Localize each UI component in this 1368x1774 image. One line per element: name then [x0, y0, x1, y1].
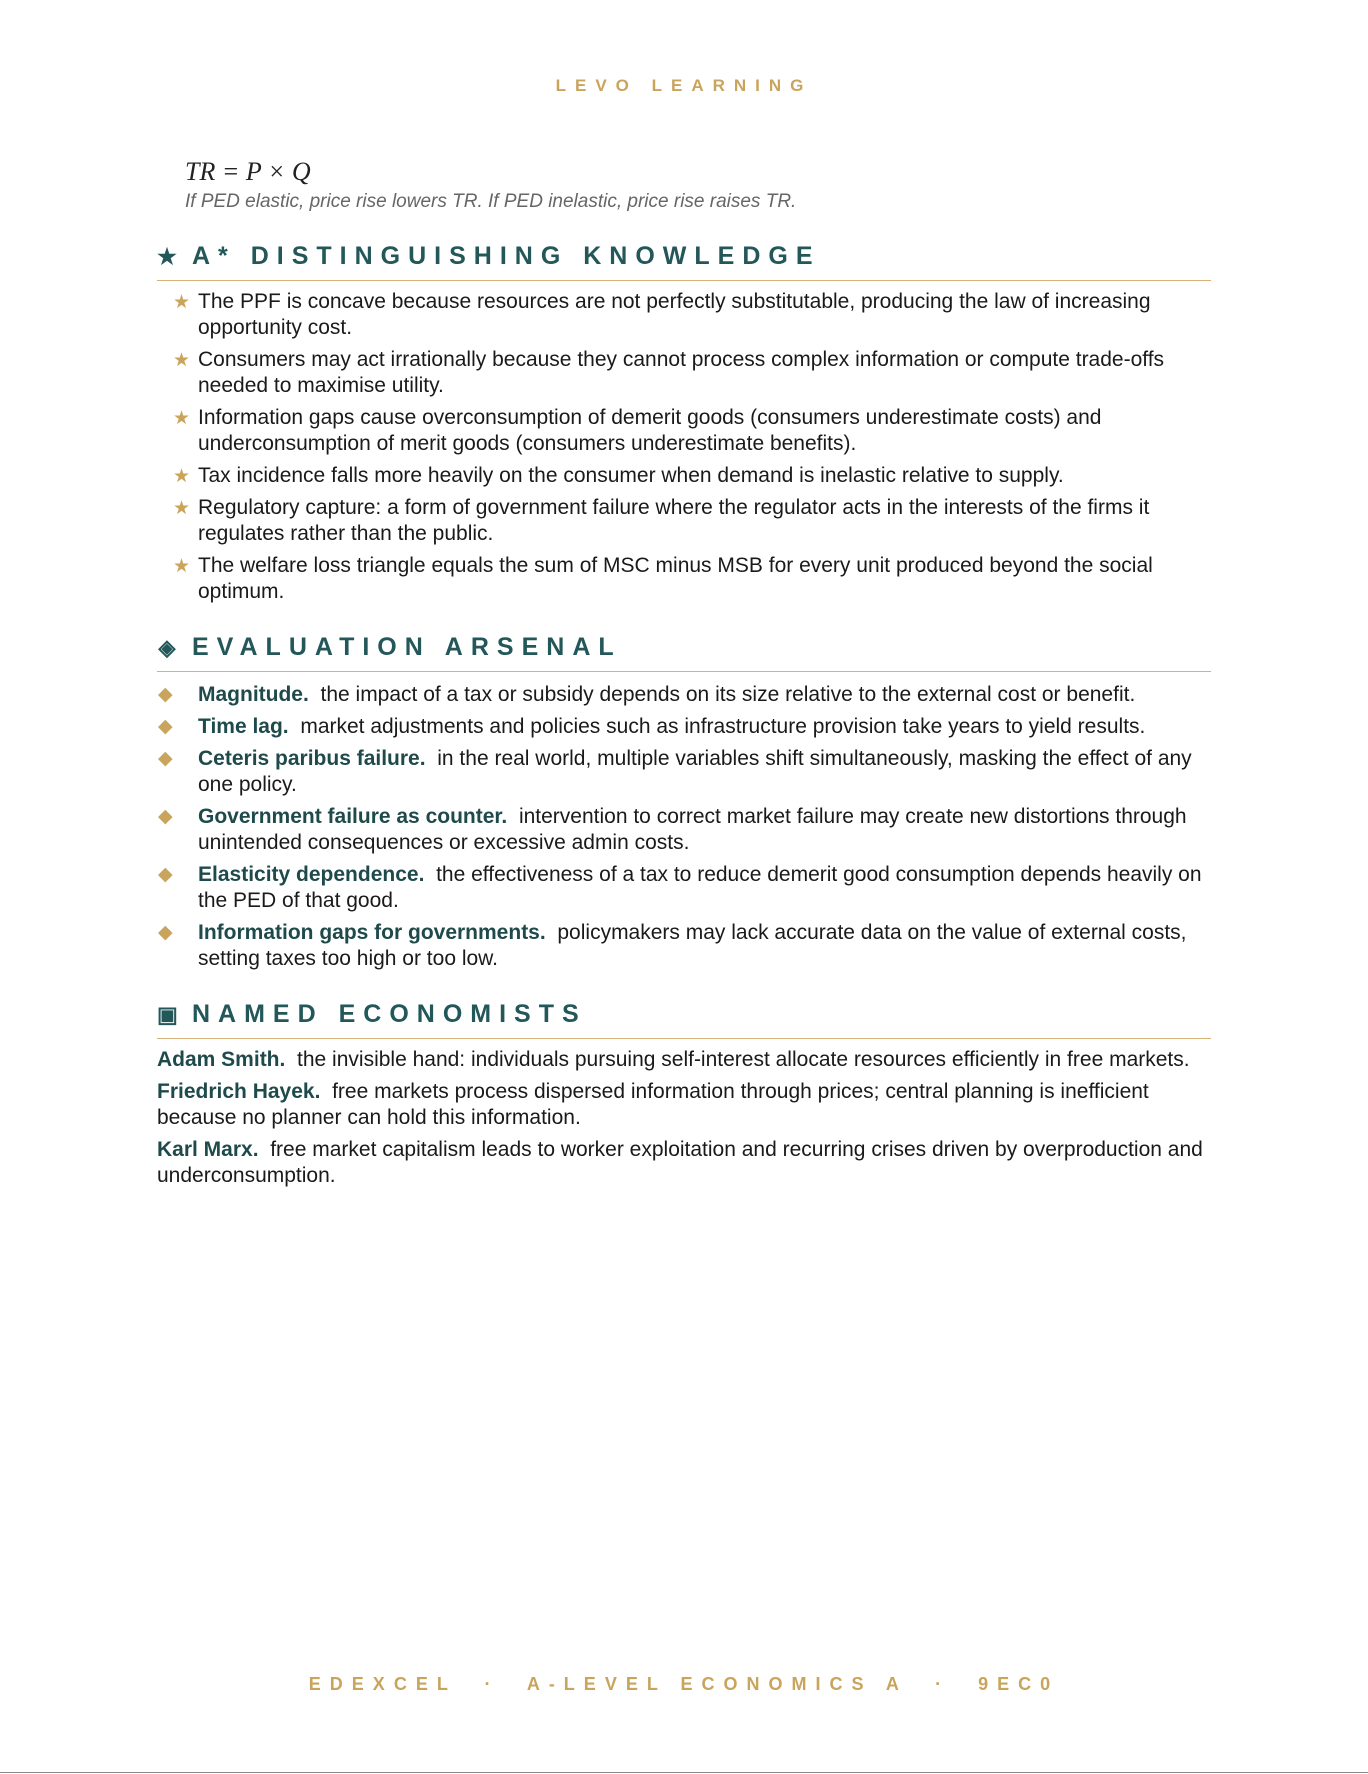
- diamond-icon: ◆: [158, 748, 173, 769]
- section-title: A* DISTINGUISHING KNOWLEDGE: [192, 242, 821, 270]
- term: Government failure as counter.: [198, 805, 508, 828]
- term: Magnitude.: [198, 683, 309, 706]
- star-icon: ★: [173, 498, 191, 519]
- star-icon: ★: [173, 292, 191, 313]
- term: Ceteris paribus failure.: [198, 747, 426, 770]
- diamond-icon: ◆: [158, 922, 173, 943]
- list-item: ★ Information gaps cause overconsumption of demerit goods (consumers underestimate costs) and underconsumption of merit goods (consumers underestimate benefits).: [173, 406, 1102, 455]
- list-item: ★ Consumers may act irrationally because they cannot process complex information or compute trade-offs needed to maximise utility.: [173, 348, 1165, 397]
- economist-entry: Friedrich Hayek. free markets process dispersed information through prices; central planning is inefficient because no planner can hold this information.: [157, 1080, 1149, 1129]
- list-item: ★ The PPF is concave because resources are not perfectly substitutable, producing the law of increasing opportunity cost.: [173, 290, 1151, 339]
- term: Elasticity dependence.: [198, 863, 425, 886]
- economist-name: Friedrich Hayek.: [157, 1080, 321, 1103]
- formula-block: [185, 156, 1211, 214]
- economist-name: Adam Smith.: [157, 1048, 286, 1071]
- section-heading: [157, 1000, 1211, 1039]
- economists-list: [157, 1047, 1211, 1189]
- evaluation-list: [157, 682, 1211, 972]
- list-item: ★ The welfare loss triangle equals the sum of MSC minus MSB for every unit produced beyond the social optimum.: [173, 554, 1153, 603]
- section-title: EVALUATION ARSENAL: [192, 633, 622, 661]
- section-evaluation-arsenal: [157, 633, 1211, 972]
- diamond-outline-icon: ◈: [158, 634, 176, 660]
- knowledge-list: [157, 289, 1211, 605]
- list-item: ◆ Government failure as counter. intervention to correct market failure may create new distortions through unintended consequences or excessive admin costs.: [158, 805, 1187, 854]
- economist-name: Karl Marx.: [157, 1138, 259, 1161]
- diamond-icon: ◆: [158, 864, 173, 885]
- square-icon: ▣: [157, 1001, 178, 1027]
- section-distinguishing-knowledge: [157, 242, 1211, 605]
- formula-note: If PED elastic, price rise lowers TR. If PED inelastic, price rise raises TR.: [185, 191, 797, 212]
- section-heading: [157, 633, 1211, 672]
- star-icon: ★: [173, 408, 191, 429]
- list-item: ◆ Elasticity dependence. the effectiveness of a tax to reduce demerit good consumption depends heavily on the PED of that good.: [158, 863, 1202, 912]
- term: Time lag.: [198, 715, 289, 738]
- page-footer: EDEXCEL · A-LEVEL ECONOMICS A · 9EC0: [308, 1674, 1060, 1694]
- formula-equation: TR = P × Q: [185, 157, 311, 186]
- star-icon: ★: [173, 466, 191, 487]
- star-icon: ★: [173, 350, 191, 371]
- brand-header: LEVO LEARNING: [555, 76, 813, 95]
- list-item: ◆ Information gaps for governments. policymakers may lack accurate data on the value of external costs, setting taxes too high or too low.: [158, 921, 1187, 970]
- star-icon: ★: [173, 556, 191, 577]
- diamond-icon: ◆: [158, 684, 173, 705]
- list-item: ◆ Magnitude. the impact of a tax or subsidy depends on its size relative to the external cost or benefit.: [158, 683, 1136, 706]
- star-icon: ★: [157, 243, 177, 269]
- section-title: NAMED ECONOMISTS: [192, 1000, 587, 1028]
- list-item: ★ Tax incidence falls more heavily on the consumer when demand is inelastic relative to supply.: [157, 463, 1211, 489]
- list-item: ◆ Ceteris paribus failure. in the real world, multiple variables shift simultaneously, masking the effect of any one policy.: [158, 747, 1192, 796]
- list-item: ◆ Time lag. market adjustments and policies such as infrastructure provision take years to yield results.: [158, 715, 1146, 738]
- diamond-icon: ◆: [158, 806, 173, 827]
- economist-entry: Adam Smith. the invisible hand: individuals pursuing self-interest allocate resources efficiently in free markets.: [157, 1048, 1190, 1071]
- page-content: [157, 156, 1211, 1195]
- section-named-economists: [157, 1000, 1211, 1189]
- list-item: ★ Regulatory capture: a form of government failure where the regulator acts in the interests of the firms it regulates rather than the public.: [173, 496, 1150, 545]
- term: Information gaps for governments.: [198, 921, 546, 944]
- section-heading: [157, 242, 1211, 281]
- economist-entry: Karl Marx. free market capitalism leads to worker exploitation and recurring crises driven by overproduction and underconsumption.: [157, 1138, 1203, 1187]
- diamond-icon: ◆: [158, 716, 173, 737]
- bottom-divider: [0, 1772, 1368, 1773]
